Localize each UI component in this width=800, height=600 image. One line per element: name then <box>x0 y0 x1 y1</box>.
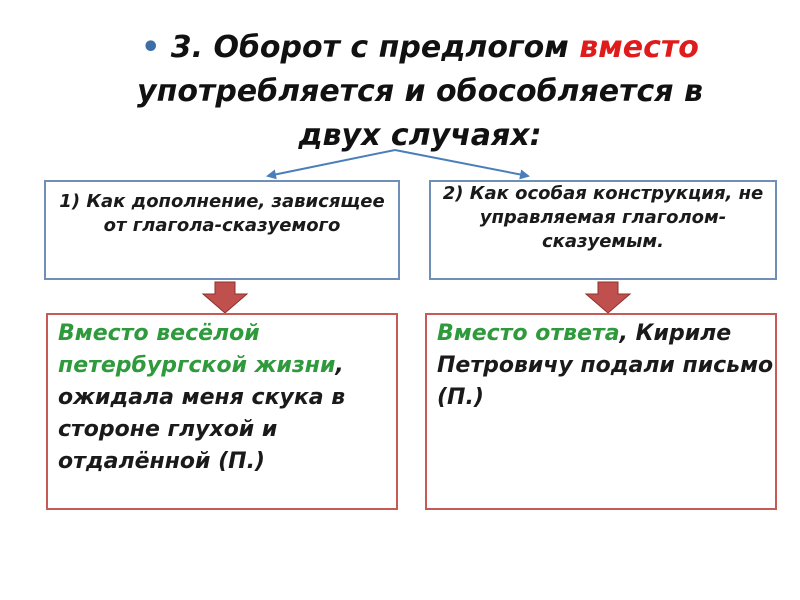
arrow-to-left-branch <box>268 150 395 176</box>
title-text-end: употребляется и обособляется в двух случаях: <box>137 74 703 153</box>
example-1-box <box>46 313 398 510</box>
example-1-text: , ожидала меня скука в стороне глухой и отдалённой (П.) <box>58 353 346 474</box>
title-text-start: 3. Оборот с предлогом <box>160 30 580 65</box>
arrow-to-right-branch <box>395 150 528 176</box>
case-2-box <box>429 180 777 280</box>
example-2-highlight: Вместо ответа <box>437 321 620 346</box>
title-accent-word: вместо <box>579 30 699 65</box>
bullet-icon: • <box>141 30 161 65</box>
example-2-text: , Кириле Петровичу подали письмо (П.) <box>437 321 774 410</box>
example-2-box <box>425 313 777 510</box>
case-1-box <box>44 180 400 280</box>
example-1-highlight: Вместо весёлой петербургской жизни <box>58 321 336 378</box>
down-arrow-right <box>586 282 630 313</box>
down-arrow-left <box>203 282 247 313</box>
case-1-text: 1) Как дополнение, зависящее от глагола-сказуемого <box>59 191 385 236</box>
case-2-text: 2) Как особая конструкция, не управляемая глаголом-сказуемым. <box>442 183 764 252</box>
